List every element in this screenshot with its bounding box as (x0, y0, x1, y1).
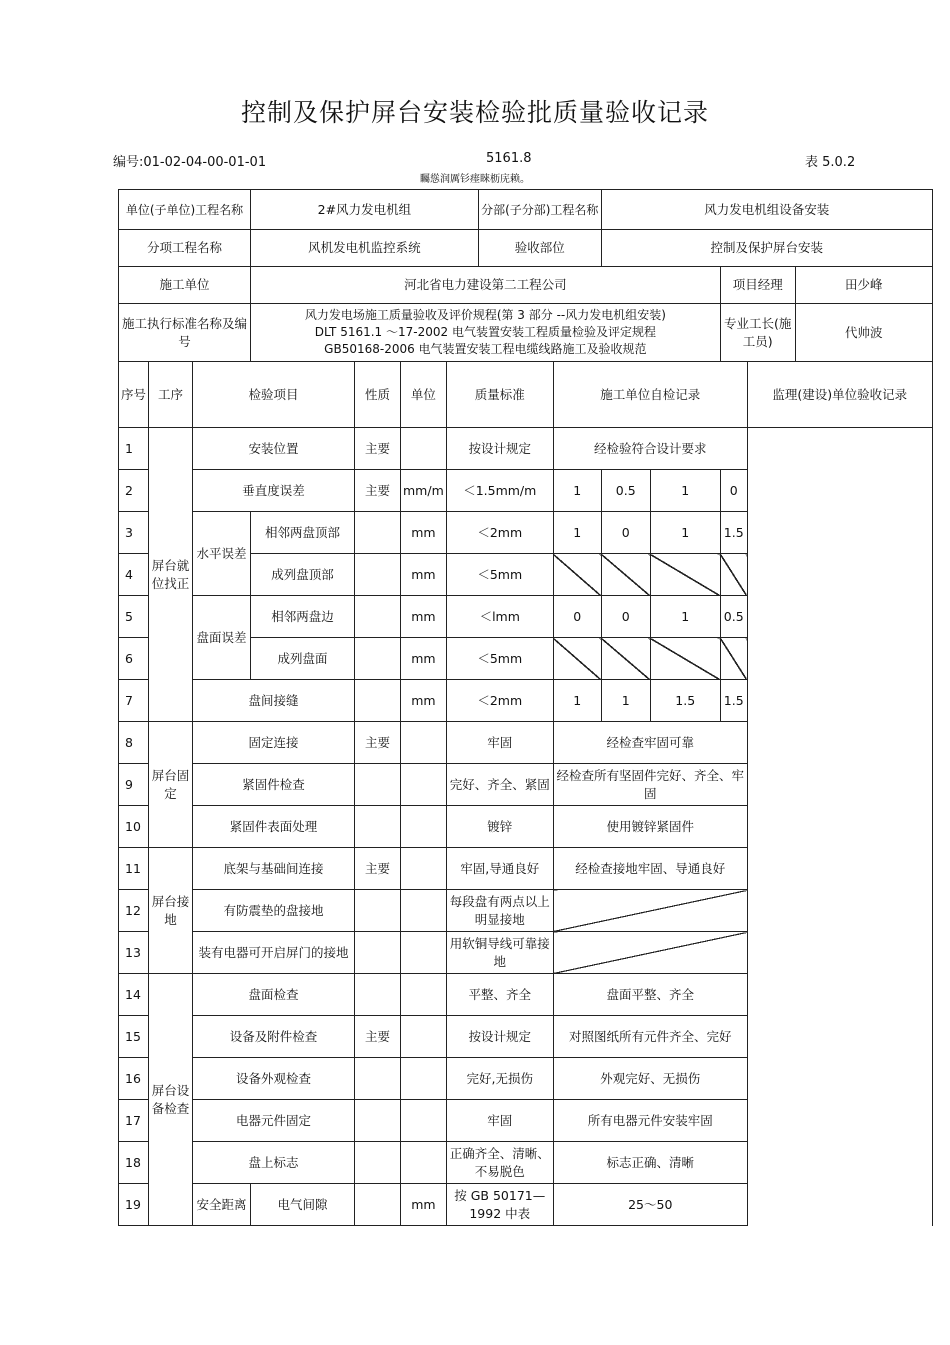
table-number: 表 5.0.2 (805, 155, 856, 170)
part-name-label: 分部(子分部)工程名称 (478, 190, 601, 230)
sub-project-value: 风机发电机监控系统 (251, 230, 479, 267)
center-code: 5161.8 (486, 151, 532, 166)
col-supervisor: 监理(建设)单位验收记录 (747, 362, 932, 428)
table-row: 3 水平误差 相邻两盘顶部 mm ＜2mm 1 0 1 1.5 (119, 512, 933, 554)
garbled-note: 矚慫润厲钐瘗睞枥庑赖。 (420, 174, 530, 185)
table-row: 10 紧固件表面处理 镀锌 使用镀锌紧固件 (119, 806, 933, 848)
record-code: 编号:01-02-04-00-01-01 (113, 155, 267, 170)
col-proc: 工序 (149, 362, 193, 428)
empty-slash-cell (720, 638, 747, 680)
group-grounding: 屏台接地 (149, 848, 193, 974)
standard-label: 施工执行标准名称及编号 (119, 304, 251, 362)
empty-slash-cell (553, 932, 747, 974)
col-unit: 单位 (401, 362, 447, 428)
table-row: 11 屏台接地 底架与基础间连接 主要 牢固,导通良好 经检查接地牢固、导通良好 (119, 848, 933, 890)
col-standard: 质量标准 (446, 362, 553, 428)
table-row: 6 成列盘面 mm ＜5mm (119, 638, 933, 680)
unit-name-value: 2#风力发电机组 (251, 190, 479, 230)
table-row: 17 电器元件固定 牢固 所有电器元件安装牢固 (119, 1100, 933, 1142)
col-seq: 序号 (119, 362, 149, 428)
group-fixing: 屏台固定 (149, 722, 193, 848)
contractor-value: 河北省电力建设第二工程公司 (251, 267, 721, 304)
table-row: 5 盘面误差 相邻两盘边 mm ＜lmm 0 0 1 0.5 (119, 596, 933, 638)
standard-value (251, 304, 721, 362)
standard-line-2: DLT 5161.1 ～17-2002 电气装置安装工程质量检验及评定规程 (314, 325, 656, 339)
empty-slash-cell (601, 638, 650, 680)
col-nature: 性质 (355, 362, 401, 428)
col-self-check: 施工单位自检记录 (553, 362, 747, 428)
project-manager-value: 田少峰 (795, 267, 932, 304)
subgroup-safe-distance: 安全距离 (193, 1184, 251, 1226)
table-row: 7 盘间接缝 mm ＜2mm 1 1 1.5 1.5 (119, 680, 933, 722)
empty-slash-cell (553, 638, 601, 680)
col-item: 检验项目 (193, 362, 355, 428)
project-manager-label: 项目经理 (720, 267, 795, 304)
table-row: 2 垂直度误差 主要 mm/m ＜1.5mm/m 1 0.5 1 0 (119, 470, 933, 512)
group-positioning: 屏台就位找正 (149, 428, 193, 722)
empty-slash-cell (720, 554, 747, 596)
table-row: 16 设备外观检查 完好,无损伤 外观完好、无损伤 (119, 1058, 933, 1100)
group-equipment-check: 屏台设备检查 (149, 974, 193, 1226)
subgroup-level-error: 水平误差 (193, 512, 251, 596)
standard-line-1: 风力发电场施工质量验收及评价规程(第 3 部分 --风力发电机组安装) (304, 308, 666, 322)
part-name-value: 风力发电机组设备安装 (601, 190, 932, 230)
empty-slash-cell (553, 554, 601, 596)
table-row: 1 屏台就位找正 安装位置 主要 按设计规定 经检验符合设计要求 (119, 428, 933, 470)
table-row: 15 设备及附件检查 主要 按设计规定 对照图纸所有元件齐全、完好 (119, 1016, 933, 1058)
empty-slash-cell (650, 638, 720, 680)
accept-part-label: 验收部位 (478, 230, 601, 267)
table-row: 13 装有电器可开启屏门的接地 用软铜导线可靠接地 (119, 932, 933, 974)
foreman-value: 代帅波 (795, 304, 932, 362)
sub-project-label: 分项工程名称 (119, 230, 251, 267)
empty-slash-cell (601, 554, 650, 596)
standard-line-3: GB50168-2006 电气装置安装工程电缆线路施工及验收规范 (324, 342, 647, 356)
unit-name-label: 单位(子单位)工程名称 (119, 190, 251, 230)
foreman-label: 专业工长(施工员) (720, 304, 795, 362)
contractor-label: 施工单位 (119, 267, 251, 304)
table-row: 19 安全距离 电气间隙 mm 按 GB 50171—1992 中表 25～50 (119, 1184, 933, 1226)
table-row: 4 成列盘顶部 mm ＜5mm (119, 554, 933, 596)
record-table (118, 189, 933, 1226)
table-row: 8 屏台固定 固定连接 主要 牢固 经检查牢固可靠 (119, 722, 933, 764)
page-title: 控制及保护屏台安装检验批质量验收记录 (240, 98, 709, 127)
table-row: 9 紧固件检查 完好、齐全、紧固 经检查所有坚固件完好、齐全、牢固 (119, 764, 933, 806)
table-row: 14 屏台设备检查 盘面检查 平整、齐全 盘面平整、齐全 (119, 974, 933, 1016)
supervisor-cell (747, 722, 932, 1226)
subgroup-face-error: 盘面误差 (193, 596, 251, 680)
accept-part-value: 控制及保护屏台安装 (601, 230, 932, 267)
table-row: 18 盘上标志 正确齐全、清晰、不易脱色 标志正确、清晰 (119, 1142, 933, 1184)
empty-slash-cell (650, 554, 720, 596)
table-row: 12 有防震垫的盘接地 每段盘有两点以上明显接地 (119, 890, 933, 932)
supervisor-cell (747, 428, 932, 722)
empty-slash-cell (553, 890, 747, 932)
